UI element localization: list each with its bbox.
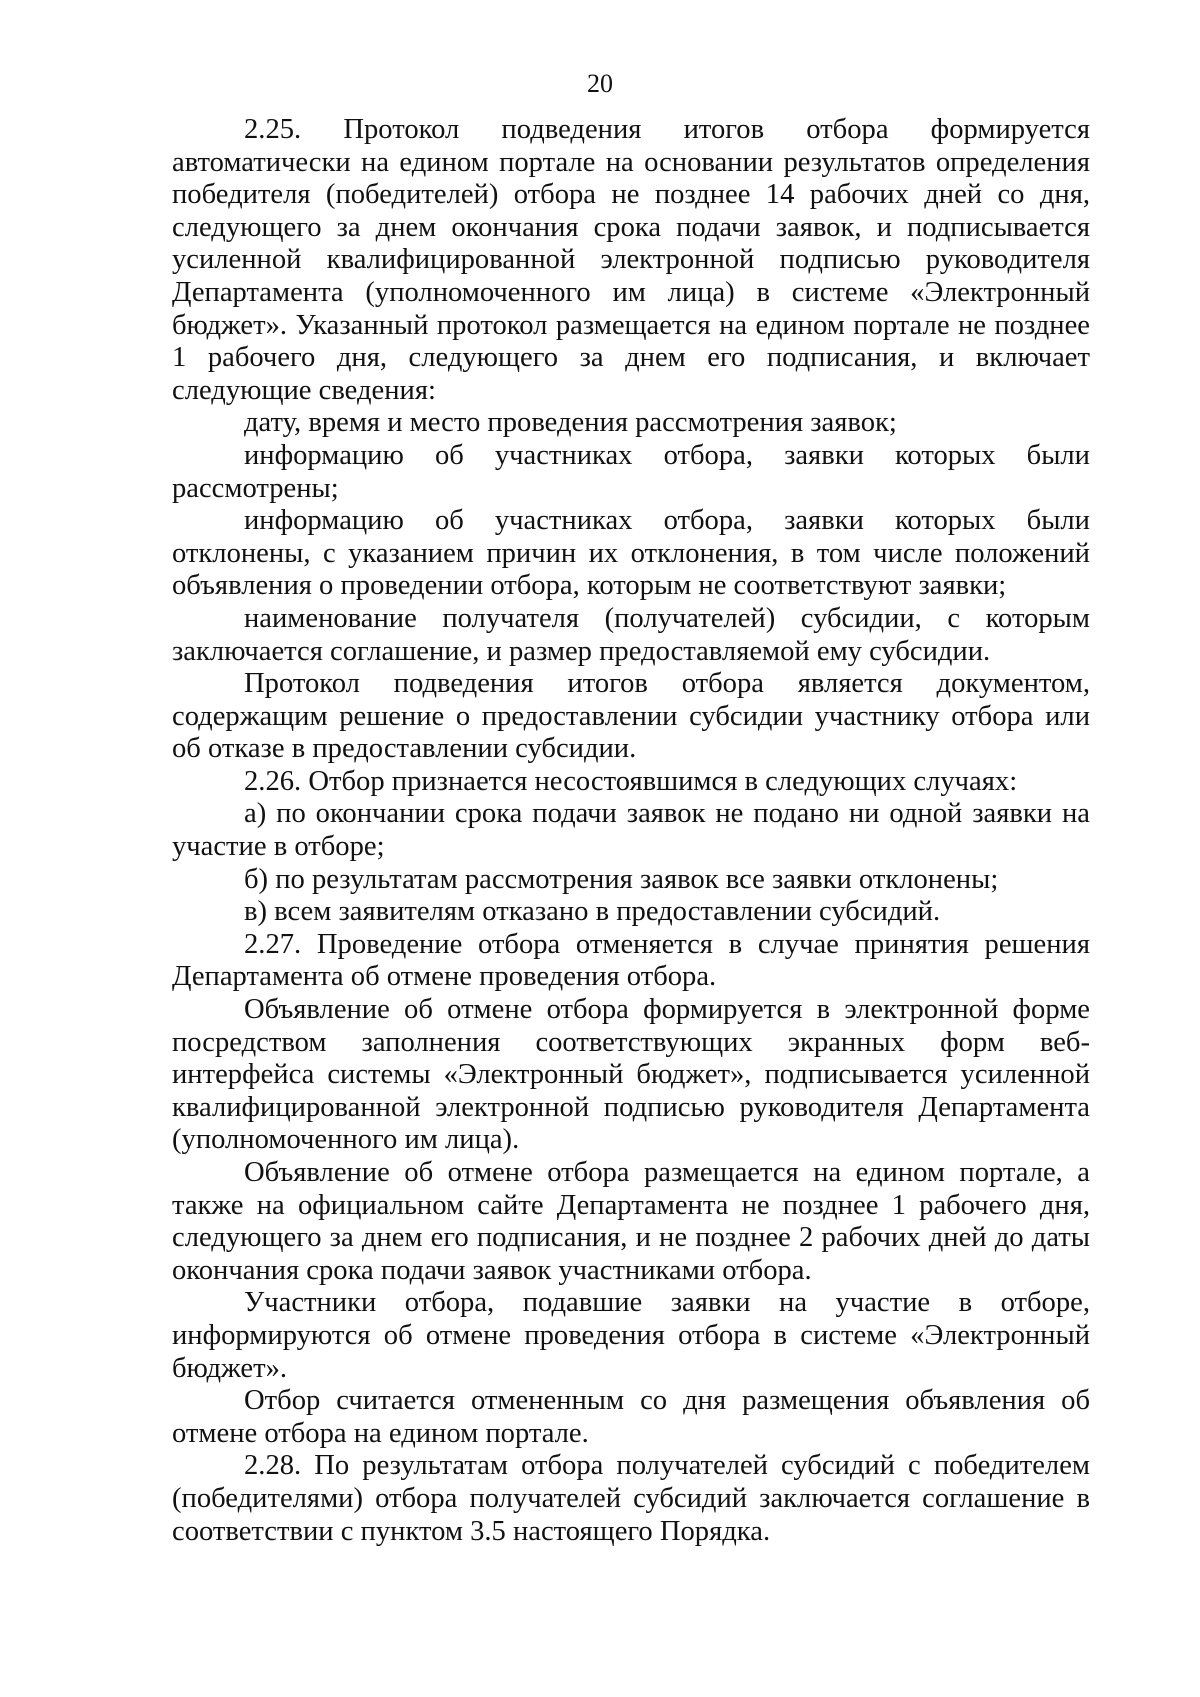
list-item-reviewed-participants: информацию об участниках отбора, заявки которых были рассмотрены; [172, 439, 1090, 504]
list-item-recipient-name: наименование получателя (получателей) субсидии, с которым заключается соглашение, и размер предоставляемой ему субсидии. [172, 602, 1090, 667]
paragraph-cancellation-notice-form: Объявление об отмене отбора формируется в электронной форме посредством заполнения соответствующих экранных форм веб-интерфейса системы «Электронный бюджет», подписывается усиленной квалифицированной электронной подписью руководителя Департамента (уполномоченного им лица). [172, 994, 1090, 1156]
list-item-rejected-participants: информацию об участниках отбора, заявки которых были отклонены, с указанием причин их отклонения, в том числе положений объявления о проведении отбора, которым не соответствуют заявки; [172, 505, 1090, 602]
paragraph-2-28-agreement: 2.28. По результатам отбора получателей субсидий с победителем (победителями) отбора получателей субсидий заключается соглашение в соответствии с пунктом 3.5 настоящего Порядка. [172, 1450, 1090, 1547]
list-item-a-no-applications: а) по окончании срока подачи заявок не подано ни одной заявки на участие в отборе; [172, 798, 1090, 863]
page-number: 20 [587, 69, 613, 98]
paragraph-selection-cancelled: Отбор считается отмененным со дня размещения объявления об отмене отбора на едином портале. [172, 1385, 1090, 1449]
list-item-b-all-rejected: б) по результатам рассмотрения заявок все заявки отклонены; [244, 863, 999, 895]
paragraph-protocol-decision: Протокол подведения итогов отбора является документом, содержащим решение о предоставлении субсидии участнику отбора или об отказе в предоставлении субсидии. [172, 668, 1090, 765]
paragraph-2-26-failed-selection: 2.26. Отбор признается несостоявшимся в следующих случаях: [244, 765, 1018, 797]
list-item-date-time-place: дату, время и место проведения рассмотрения заявок; [244, 407, 897, 439]
document-body [172, 114, 1090, 1548]
paragraph-cancellation-notice-posting: Объявление об отмене отбора размещается на едином портале, а также на официальном сайте Департамента не позднее 1 рабочего дня, следующего за днем его подписания, и не позднее 2 рабочих дней до даты окончания срока подачи заявок участниками отбора. [172, 1157, 1090, 1286]
paragraph-participants-informed: Участники отбора, подавшие заявки на участие в отборе, информируются об отмене проведения отбора в системе «Электронный бюджет». [172, 1287, 1090, 1384]
paragraph-2-25-protocol: 2.25. Протокол подведения итогов отбора формируется автоматически на едином портале на основании результатов определения победителя (победителей) отбора не позднее 14 рабочих дней со дня, следующего за днем окончания срока подачи заявок, и подписывается усиленной квалифицированной электронной подписью руководителя Департамента (уполномоченного им лица) в системе «Электронный бюджет». Указанный протокол размещается на едином портале не позднее 1 рабочего дня, следующего за днем его подписания, и включает следующие сведения: [172, 114, 1090, 406]
paragraph-2-27-cancellation: 2.27. Проведение отбора отменяется в случае принятия решения Департамента об отмене проведения отбора. [172, 928, 1090, 993]
list-item-c-all-refused: в) всем заявителям отказано в предоставлении субсидий. [244, 896, 941, 928]
